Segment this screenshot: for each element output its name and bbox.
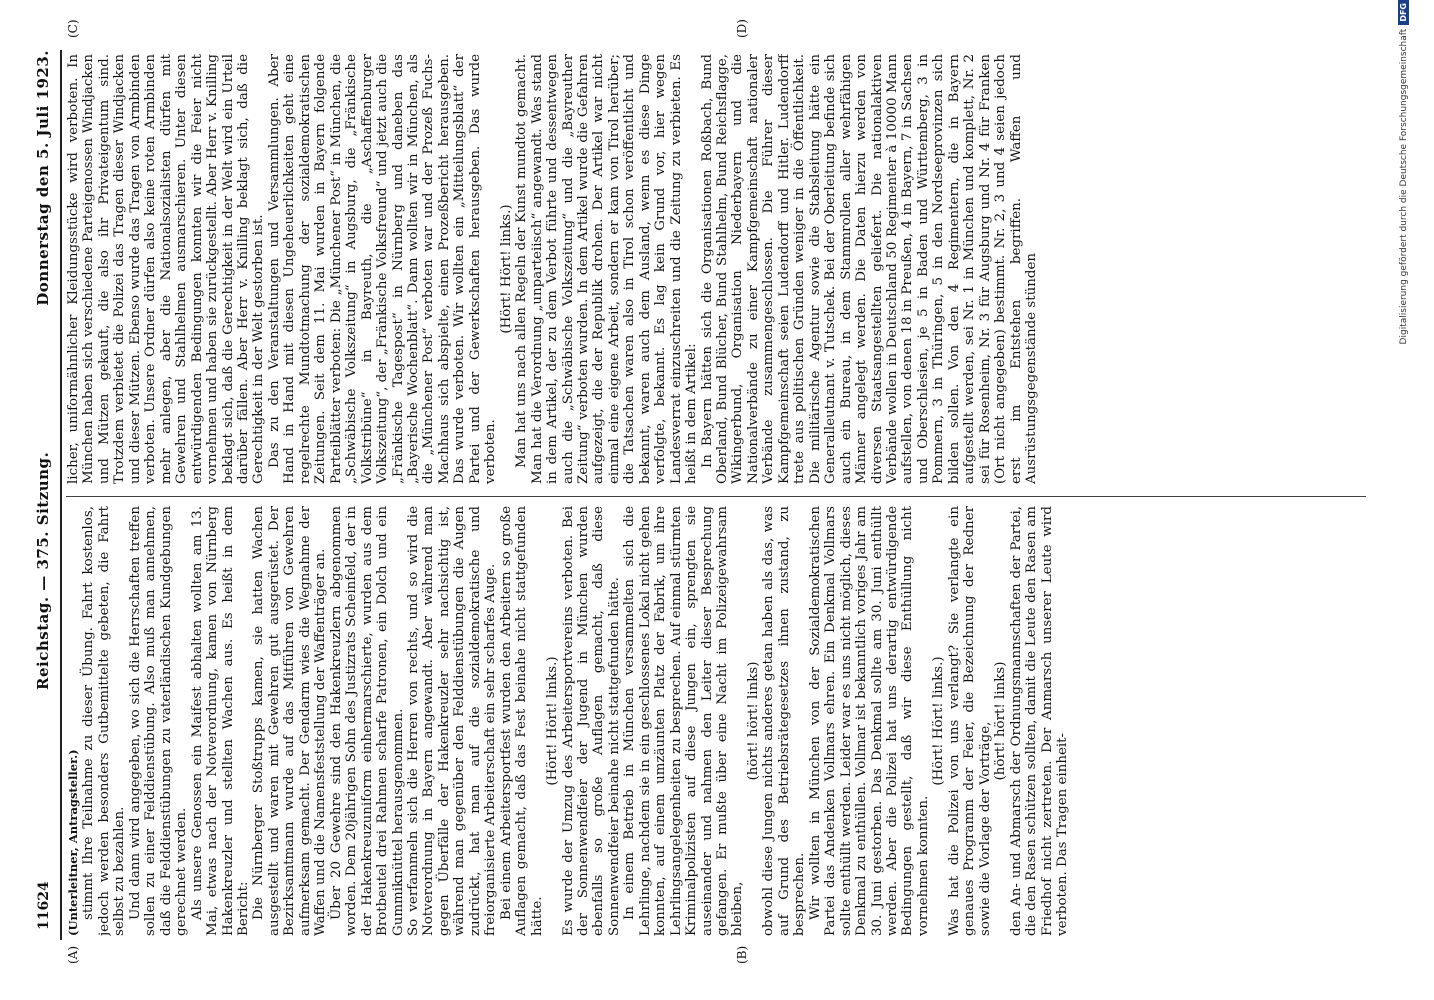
paragraph: Die Nürnberger Stoßtrupps kamen, sie hatten Wachen ausgestellt und waren mit Gewehren gut ausgerüstet. Der Bezirksamtmann wurde auf das Mitführen von Gewehren aufmerksam gemacht. Der Gendarm wies die Wegnahme der Waffen und die Namensfeststellung der Waffenträger an.	[251, 506, 329, 936]
footer-text: Digitalisierung gefördert durch die Deutsche Forschungsgemeinschaft	[1399, 28, 1409, 345]
paragraph: obwohl diese Jungen nichts anderes getan haben als das, was auf Grund des Betriebsrätegesetzes ihnen zustand, zu besprechen.	[761, 506, 808, 936]
header-left-title: Reichstag. — 375. Sitzung.	[34, 451, 52, 690]
speaker-label: (Unterleitner, Antragsteller.)	[66, 749, 80, 936]
interjection: (Hört! Hört! links.)	[498, 204, 514, 334]
interjection: (Hört! Hört! links.)	[931, 656, 947, 786]
paragraph: In Bayern hätten sich die Organisationen Roßbach, Bund Oberland, Bund Blücher, Bund Stahlhelm, Bund Reichsflagge, Wikingerbund, Organisation Niederbayern und die Nationalverbände zu einer Kampfgemeinschaft nationaler Verbände zusammengeschlossen. Die Führer dieser Kampfgemeinschaft seien Ludendorff und Hitler. Ludendorff trete aus politischen Gründen weniger in die Öffentlichkeit. Die militärische Agentur sowie die Stabsleitung hätte ein Generalleutnant v. Tutschek. Bei der Oberleitung befinde sich auch ein Bureau, in dem Stammrollen aller wehrfähigen Männer angelegt werden. Die Daten hierzu werden von diversen Staatsangestellten geliefert. Die nationalaktiven Verbände wollen in Deutschland 50 Regimenter à 10000 Mann aufstellen, von denen 18 in Preußen, 4 in Bayern, 7 in Sachsen und Oberschlesien, je 5 in Baden und Württemberg, 3 in Pommern, 3 in Thüringen, 5 in den Nordseeprovinzen sich bilden sollen. Von den 4 Regimentern, die in Bayern aufgestellt werden, sei Nr. 1 in München und komplett, Nr. 2 sei für Rosenheim, Nr. 3 für Augsburg und Nr. 4 für Franken (Ort nicht angegeben) bestimmt. Nr. 2, 3 und 4 seien jedoch erst im Entstehen begriffen. Waffen und Ausrüstungsgegenstände stünden	[699, 54, 1040, 484]
dfg-logo: DFG	[1398, 0, 1409, 25]
page-header	[32, 50, 58, 930]
header-rule	[60, 50, 62, 940]
paragraph: stimmt Ihre Teilnahme zu dieser Übung. Fahrt kostenlos, jedoch werden besonders Gutbemittelte gebeten, die Fahrt selbst zu bezahlen.	[81, 506, 128, 936]
paragraph: Über 20 Gewehre sind den Hakenkreuzlern abgenommen worden. Dem 20jährigen Sohn des Justizrats Scheinfeld, der in der Hakenkreuzuniform einhermarschierte, wurden aus dem Brotbeutel drei Rahmen scharfe Patronen, ein Dolch und ein Gummiknüttel herausgenommen.	[328, 506, 406, 936]
paragraph: Das zu den Veranstaltungen und Versammlungen. Aber Hand in Hand mit diesen Ungeheuerlichkeiten geht eine regelrechte Mundtotmachung der sozialdemokratischen Zeitungen. Seit dem 11. Mai wurden in Bayern folgende Parteiblätter verboten: Die „Münchener Post“ in München, die „Schwäbische Volkszeitung“ in Augsburg, die „Fränkische Volkstribüne“ in Bayreuth, die „Aschaffenburger Volkszeitung“, der „Fränkische Volksfreund“ und jetzt auch die „Fränkische Tagespost“ in Nürnberg und daneben das „Bayerische Wochenblatt“. Dann wollten wir in München, als die „Münchener Post“ verboten war und der Prozeß Fuchs-Machhaus sich abspielte, einen Prozeßbericht herausgeben. Das wurde verboten. Wir wollten ein „Mitteilungsblatt“ der Partei und der Gewerkschaften herausgeben. Das wurde verboten.	[266, 54, 499, 484]
paragraph: Und dann wird angegeben, wo sich die Herrschaften treffen sollen zu einer Felddienstübung. Also muß man annehmen, daß die Felddienstübungen zu vaterländischen Kundgebungen gerechnet werden.	[127, 506, 190, 936]
interjection: (hört! hört! links)	[745, 661, 761, 781]
header-right-title: Donnerstag den 5. Juli 1923.	[34, 50, 52, 306]
left-column	[66, 506, 1366, 936]
paragraph: Wir wollten in München von der Sozialdemokratischen Partei das Andenken Vollmars ehren. Ein Denkmal Vollmars sollte enthüllt werden. Leider war es uns nicht möglich, dieses Denkmal zu enthüllen. Vollmar ist bekanntlich voriges Jahr am 30. Juni gestorben. Das Denkmal sollte am 30. Juni enthüllt werden. Aber die Polizei hat uns derartig entwürdigende Bedingungen gestellt, daß wir diese Enthüllung nicht vornehmen konnten.	[807, 506, 931, 936]
paragraph: licher, uniformähnlicher Kleidungsstücke wird verboten. In München haben sich verschiedene Parteigenossen Windjacken und Mützen gekauft, die also ihr Privateigentum sind. Trotzdem verbietet die Polizei das Tragen dieser Windjacken und dieser Mützen. Ebenso wurde das Tragen von Armbinden verboten. Unsere Ordner dürfen also keine roten Armbinden mehr anlegen, aber die Nationalsozialisten dürfen mit Gewehren und Stahlhelmen ausmarschieren. Unter diesen entwürdigenden Bedingungen konnten wir die Feier nicht vornehmen und haben sie zurückgestellt. Aber Herr v. Knilling beklagt sich, daß die Gerechtigkeit in der Welt wird ein Urteil darüber fällen. Aber Herr v. Knilling beklagt sich, daß die Gerechtigkeit in der Welt gestorben ist.	[66, 54, 267, 484]
interjection: (Hört! Hört! links.)	[545, 656, 561, 786]
paragraph: So verfammeln sich die Herren von rechts, und so wird die Notverordnung in Bayern angewandt. Aber während man gegen Überfälle der Hakenkreuzler sehr nachsichtig ist, während man gegenüber den Felddienstübungen die Augen zudrückt, hat man auf die sozialdemokratische und freiorganisierte Arbeiterschaft ein sehr scharfes Auge.	[405, 506, 499, 936]
paragraph: Als unsere Genossen ein Maifest abhalten wollten am 13. Mai, etwas nach der Notverordnung, kamen von Nürnberg Hakenkreuzler und stellten Wachen aus. Es heißt in dem Bericht:	[189, 506, 251, 936]
paragraph: Es wurde der Umzug des Arbeitersportvereins verboten. Bei der Sonnenwendfeier der Jugend in München wurden ebenfalls so große Auflagen gemacht, daß diese Sonnenwendfeier beinahe nicht stattgefunden hätte.	[560, 506, 622, 936]
margin-mark-a: (A)	[66, 945, 80, 964]
paragraph: In einem Betrieb in München versammelten sich die Lehrlinge, nachdem sie in ein geschlossenes Lokal nicht gehen konnten, auf einem umzäunten Platz der Fabrik, um ihre Lehrlingsangelegenheiten zu besprechen. Auf einmal stürmten Kriminalpolizisten auf diese Jungen ein, sprengten sie auseinander und nahmen den Leiter dieser Besprechung gefangen. Er mußte über eine Nacht im Polizeigewahrsam bleiben,	[622, 506, 746, 936]
page-number: 11624	[36, 881, 52, 930]
right-column	[66, 54, 1366, 484]
digitization-note	[1398, 0, 1409, 1000]
margin-mark-b: (B)	[735, 945, 749, 964]
margin-mark-d: (D)	[735, 19, 749, 38]
paragraph: den An- und Abmarsch der Ordnungsmannschaften der Partei, die den Rasen schützen sollten, damit die Leute den Rasen am Friedhof nicht zertreten. Der Anmarsch unserer Leute wird verboten. Das Tragen einheit-	[1008, 506, 1070, 936]
column-divider	[66, 496, 1366, 497]
paragraph: Man hat uns nach allen Regeln der Kunst mundtot gemacht. Man hat die Verordnung „unparteiisch“ angewandt. Was stand in dem Artikel, der zu dem Verbot führte und dessentwegen auch die „Schwäbische Volkszeitung“ und die „Bayreuther Zeitung“ verboten wurden. In dem Artikel wurde die Gefahren aufgezeigt, die der Republik drohen. Der Artikel war nicht einmal eine eigene Arbeit, sondern er kam von Tirol herüber; die Tatsachen waren also in Tirol schon veröffentlicht und bekannt, waren auch dem Ausland, wenn es diese Dinge verfolgte, bekannt. Es lag kein Grund vor, hier wegen Landesverrat einzuschreiten und die Zeitung zu verbieten. Es heißt in dem Artikel:	[514, 54, 700, 484]
interjection: (hört! hört! links)	[993, 661, 1009, 781]
paragraph: Was hat die Polizei von uns verlangt? Sie verlangte ein genaues Programm der Feier, die Bezeichnung der Redner sowie die Vorlage der Vorträge,	[946, 506, 993, 936]
margin-mark-c: (C)	[66, 19, 80, 38]
paragraph: Bei einem Arbeitersportfest wurden den Arbeitern so große Auflagen gemacht, daß das Fest beinahe nicht stattgefunden hätte.	[498, 506, 545, 936]
